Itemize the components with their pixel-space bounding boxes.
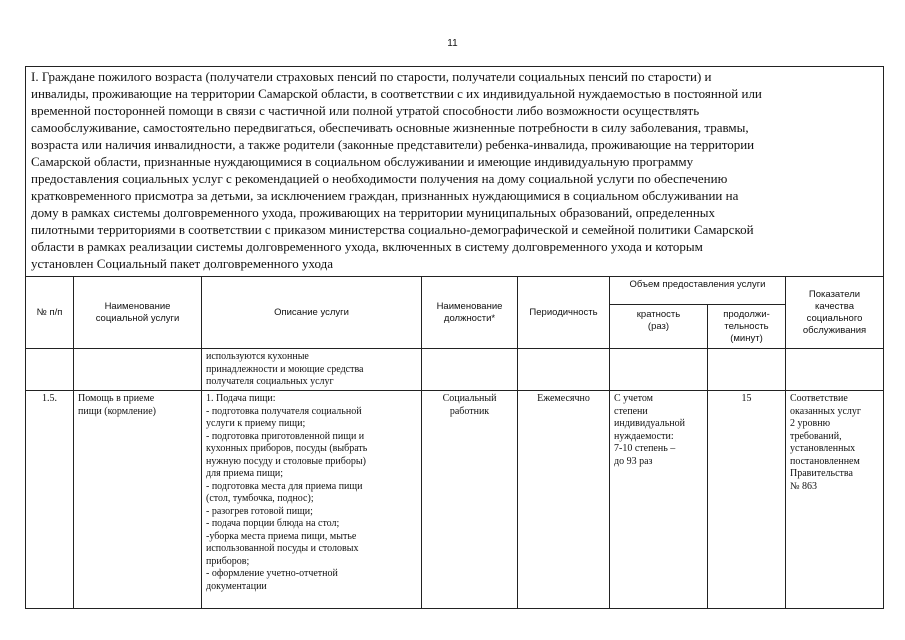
header-position-line: Наименование [436, 300, 503, 312]
description-line: -уборка места приема пищи, мытье [206, 530, 357, 542]
multiplicity-line: нуждаемости: [614, 430, 674, 442]
header-quality-line: социального [806, 312, 863, 324]
intro-line: дому в рамках системы долговременного ухода, проживающих на территории муниципальных образований, определенных [31, 205, 716, 220]
service-name-line: пищи (кормление) [78, 405, 157, 417]
description-line: для приема пищи; [206, 468, 284, 479]
intro-paragraph [26, 67, 884, 277]
cell-quality-empty [786, 349, 884, 391]
document-body [25, 66, 883, 609]
header-duration-line: продолжи- [723, 309, 770, 320]
intro-line: временной посторонней помощи в связи с частичной или полной утратой способности либо возможности осуществлять [31, 103, 700, 118]
description-line: используются кухонные [206, 351, 309, 362]
intro-line: кратковременного присмотра за детьми, за исключением граждан, признанных нуждающимися в социальном обслуживании на [31, 188, 739, 203]
header-quality-line: Показатели [808, 288, 861, 300]
description-line: принадлежности и моющие средства [206, 363, 364, 375]
cell-description [202, 349, 422, 391]
description-line: 1. Подача пищи: [206, 393, 276, 404]
quality-line: Правительства [790, 468, 853, 479]
intro-line: возраста или наличия инвалидности, а также родители (законные представители) ребенка-инвалида, проживающие на территории [31, 137, 755, 152]
multiplicity-line: степени [614, 405, 648, 417]
cell-duration-empty [708, 349, 786, 391]
multiplicity-line: индивидуальной [614, 418, 685, 429]
quality-line: требований, [790, 430, 842, 442]
header-multiplicity-line: (раз) [647, 321, 670, 332]
header-num: № п/п [26, 277, 74, 349]
description-line: документации [206, 580, 267, 592]
page-number: 11 [447, 38, 458, 49]
cell-num-empty [26, 349, 74, 391]
services-table [25, 66, 884, 609]
intro-line: установлен Социальный пакет долговременного ухода [31, 256, 334, 271]
table-header-row [26, 277, 884, 305]
header-service-name [74, 277, 202, 349]
intro-line: I. Граждане пожилого возраста (получатели страховых пенсий по старости, получатели социальных пенсий по старости) и [31, 69, 712, 84]
header-quality [786, 277, 884, 349]
cell-num: 1.5. [26, 391, 74, 609]
description-line: - подача порции блюда на стол; [206, 518, 340, 529]
intro-line: инвалиды, проживающие на территории Самарской области, в соответствии с их индивидуальной нуждаемостью в постоянной или [31, 86, 762, 101]
header-duration-line: тельность [724, 321, 769, 332]
intro-line: области в рамках реализации системы долговременного ухода, включенных в систему долговременного ухода и которым [31, 239, 703, 254]
position-line: работник [449, 405, 490, 417]
cell-multiplicity [610, 391, 708, 609]
intro-line: пилотными территориями в соответствии с приказом министерства социально-демографической и семейной политики Самарской [31, 222, 754, 237]
multiplicity-line: до 93 раз [614, 455, 653, 467]
description-line: услуги к приему пищи; [206, 418, 306, 429]
intro-row [26, 67, 884, 277]
intro-line: самообслуживание, самостоятельно передвигаться, обеспечивать основные жизненные потребности в силу заболевания, травмы, [31, 120, 749, 135]
header-quality-line: обслуживания [802, 324, 867, 336]
header-periodicity: Периодичность [518, 277, 610, 349]
quality-line: Соответствие [790, 393, 848, 404]
multiplicity-line: 7-10 степень – [614, 443, 676, 454]
header-volume: Объем предоставления услуги [610, 277, 786, 305]
header-service-name-line: Наименование [104, 300, 171, 312]
description-line: кухонных приборов, посуды (выбрать [206, 443, 368, 454]
quality-line: 2 уровню [790, 418, 831, 429]
description-line: - подготовка места для приема пищи [206, 480, 363, 492]
header-service-name-line: социальной услуги [95, 312, 180, 324]
header-duration-line: (минут) [730, 333, 763, 344]
description-line: - разогрев готовой пищи; [206, 505, 313, 517]
cell-name-empty [74, 349, 202, 391]
header-quality-line: качества [815, 300, 854, 312]
description-line: приборов; [206, 555, 250, 567]
description-line: - оформление учетно-отчетной [206, 568, 338, 579]
quality-line: оказанных услуг [790, 405, 861, 417]
description-line: - подготовка приготовленной пищи и [206, 430, 365, 442]
cell-quality [786, 391, 884, 609]
description-line: нужную посуду и столовые приборы) [206, 455, 366, 467]
cell-description [202, 391, 422, 609]
header-multiplicity-line: кратность [636, 309, 681, 320]
description-line: использованной посуды и столовых [206, 543, 359, 554]
intro-line: предоставления социальных услуг с рекомендацией о необходимости получения на дому социальной услуги по обеспечению [31, 171, 728, 186]
position-line: Социальный [442, 393, 497, 404]
table-row [26, 391, 884, 609]
quality-line: постановленнем [790, 455, 860, 467]
cell-duration: 15 [708, 391, 786, 609]
header-multiplicity [610, 305, 708, 349]
quality-line: установленных [790, 443, 856, 454]
cell-multiplicity-empty [610, 349, 708, 391]
cell-periodicity: Ежемесячно [518, 391, 610, 609]
quality-line: № 863 [790, 480, 818, 492]
cell-periodicity-empty [518, 349, 610, 391]
header-description: Описание услуги [202, 277, 422, 349]
header-position [422, 277, 518, 349]
header-duration [708, 305, 786, 349]
description-line: - подготовка получателя социальной [206, 405, 362, 417]
multiplicity-line: С учетом [614, 393, 654, 404]
table-row [26, 349, 884, 391]
description-line: (стол, тумбочка, поднос); [206, 493, 314, 504]
service-name-line: Помощь в приеме [78, 393, 155, 404]
description-line: получателя социальных услуг [206, 376, 334, 387]
cell-service-name [74, 391, 202, 609]
cell-position-empty [422, 349, 518, 391]
header-position-line: должности* [443, 312, 496, 324]
intro-line: Самарской области, признанные нуждающимися в социальном обслуживании и имеющие индивидуальную программу [31, 154, 694, 169]
cell-position [422, 391, 518, 609]
